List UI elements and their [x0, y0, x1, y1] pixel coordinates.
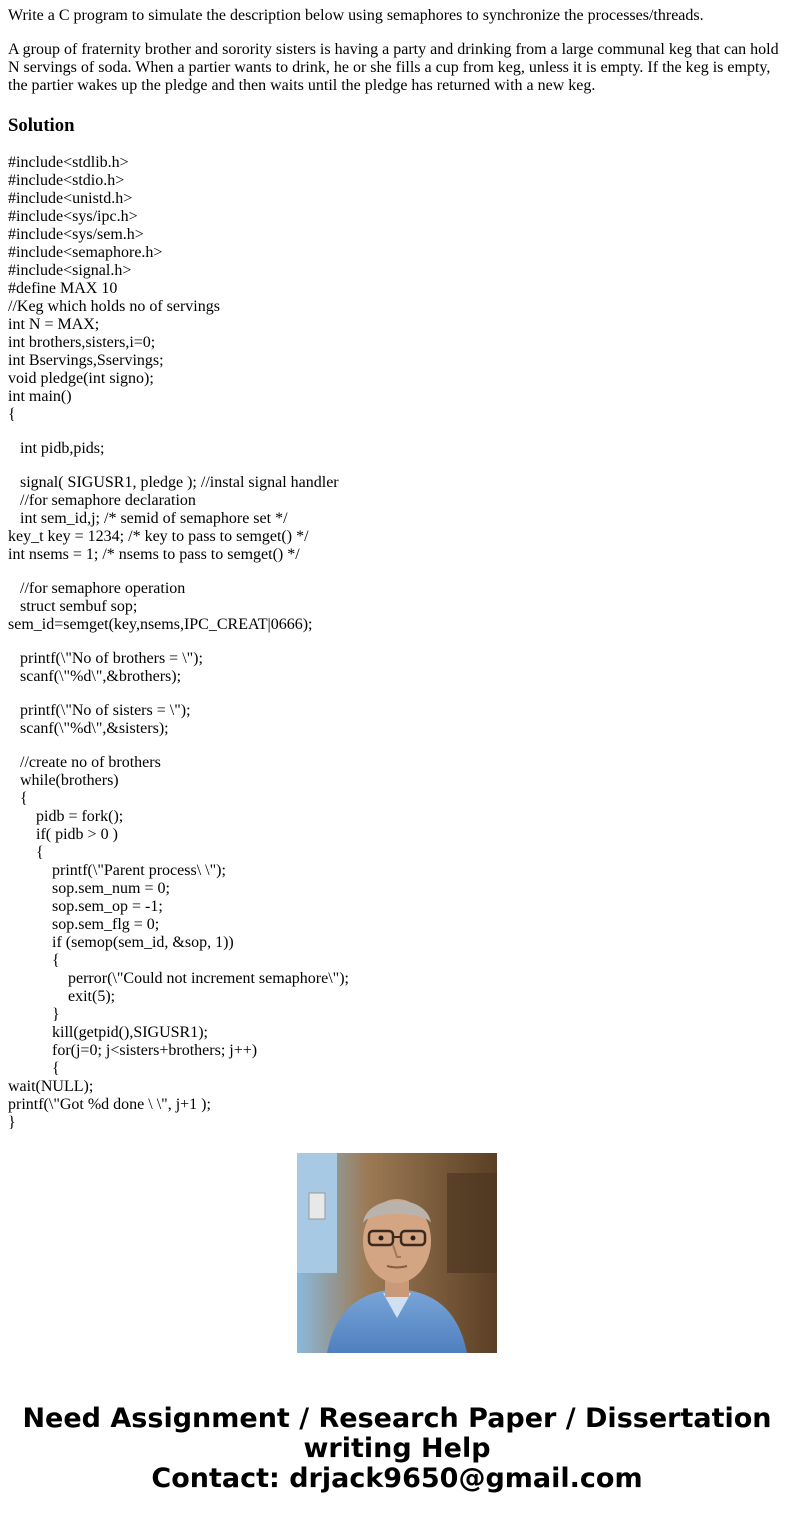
- code-line: int main(): [8, 388, 72, 405]
- code-line: int nsems = 1; /* nsems to pass to semget() */: [8, 546, 300, 563]
- code-line: [8, 738, 786, 754]
- page-content: [8, 0, 786, 1131]
- code-line: #include<sys/sem.h>: [8, 226, 144, 243]
- code-line: sop.sem_flg = 0;: [8, 916, 160, 933]
- code-line: void pledge(int signo);: [8, 370, 154, 387]
- question-block: [8, 7, 786, 95]
- portrait-image: [297, 1153, 497, 1353]
- code-line: {: [8, 790, 28, 807]
- code-line: //Keg which holds no of servings: [8, 298, 220, 315]
- code-line: int N = MAX;: [8, 316, 100, 333]
- code-line: kill(getpid(),SIGUSR1);: [8, 1024, 208, 1041]
- code-line: #define MAX 10: [8, 280, 118, 297]
- code-line: printf(\"Got %d done \ \", j+1 );: [8, 1096, 211, 1113]
- code-line: {: [8, 406, 16, 423]
- code-line: #include<semaphore.h>: [8, 244, 163, 261]
- banner-contact: Contact: drjack9650@gmail.com: [151, 1463, 643, 1494]
- code-line: int Bservings,Sservings;: [8, 352, 164, 369]
- code-line: sem_id=semget(key,nsems,IPC_CREAT|0666);: [8, 616, 313, 633]
- code-line: int brothers,sisters,i=0;: [8, 334, 156, 351]
- code-line: scanf(\"%d\",&brothers);: [8, 668, 182, 685]
- banner-line-1: Need Assignment / Research Paper / Dissertation: [22, 1403, 772, 1434]
- code-line: [8, 564, 786, 580]
- code-line: //create no of brothers: [8, 754, 161, 771]
- code-line: perror(\"Could not increment semaphore\");: [8, 970, 349, 987]
- code-line: {: [8, 1060, 60, 1077]
- code-line: #include<unistd.h>: [8, 190, 133, 207]
- code-line: #include<signal.h>: [8, 262, 132, 279]
- code-line: //for semaphore declaration: [8, 492, 196, 509]
- code-line: #include<stdio.h>: [8, 172, 125, 189]
- promo-banner: [0, 1404, 794, 1494]
- code-line: [8, 686, 786, 702]
- code-line: while(brothers): [8, 772, 119, 789]
- code-line: signal( SIGUSR1, pledge ); //instal signal handler: [8, 474, 339, 491]
- code-line: {: [8, 952, 60, 969]
- code-line: sop.sem_op = -1;: [8, 898, 163, 915]
- code-line: //for semaphore operation: [8, 580, 186, 597]
- code-line: int pidb,pids;: [8, 440, 105, 457]
- code-line: if( pidb > 0 ): [8, 826, 118, 843]
- code-line: }: [8, 1114, 16, 1131]
- code-line: #include<sys/ipc.h>: [8, 208, 138, 225]
- solution-heading: Solution: [8, 115, 75, 136]
- code-line: key_t key = 1234; /* key to pass to semget() */: [8, 528, 309, 545]
- code-line: [8, 458, 786, 474]
- code-line: for(j=0; j<sisters+brothers; j++): [8, 1042, 258, 1059]
- author-photo: [297, 1153, 497, 1353]
- code-line: if (semop(sem_id, &sop, 1)): [8, 934, 234, 951]
- question-description: A group of fraternity brother and sorority sisters is having a party and drinking from a large communal keg that can hold N servings of soda. When a partier wants to drink, he or she fills a cup from keg, unless it is empty. If the keg is empty, the partier wakes up the pledge and then waits until the pledge has returned with a new keg.: [8, 41, 779, 94]
- code-line: exit(5);: [8, 988, 116, 1005]
- code-line: struct sembuf sop;: [8, 598, 138, 615]
- question-intro: Write a C program to simulate the description below using semaphores to synchronize the processes/threads.: [8, 7, 704, 24]
- code-line: printf(\"No of sisters = \");: [8, 702, 191, 719]
- code-listing: [8, 154, 786, 1131]
- code-line: printf(\"No of brothers = \");: [8, 650, 203, 667]
- code-line: [8, 424, 786, 440]
- code-line: #include<stdlib.h>: [8, 154, 129, 171]
- code-line: int sem_id,j; /* semid of semaphore set */: [8, 510, 288, 527]
- code-line: wait(NULL);: [8, 1078, 94, 1095]
- code-line: pidb = fork();: [8, 808, 124, 825]
- banner-line-2: writing Help: [303, 1433, 491, 1464]
- code-line: printf(\"Parent process\ \");: [8, 862, 226, 879]
- code-line: scanf(\"%d\",&sisters);: [8, 720, 169, 737]
- code-line: {: [8, 844, 44, 861]
- code-line: sop.sem_num = 0;: [8, 880, 170, 897]
- code-line: }: [8, 1006, 60, 1023]
- code-line: [8, 634, 786, 650]
